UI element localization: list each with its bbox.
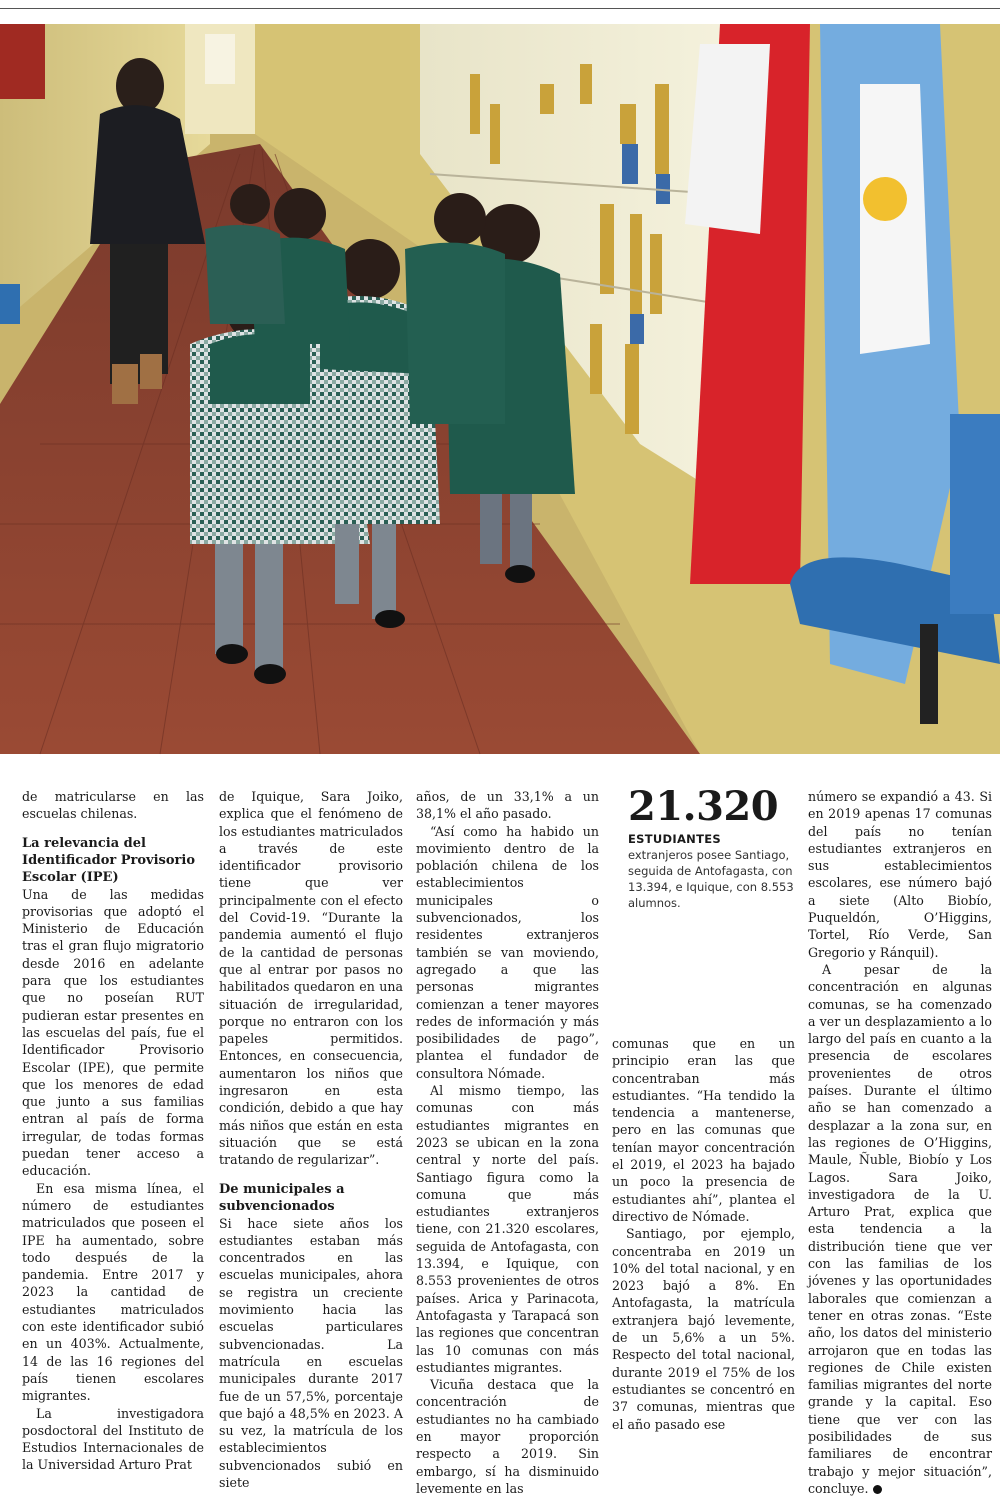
sun-of-may-icon — [863, 177, 907, 221]
stat-label: ESTUDIANTES — [628, 832, 721, 846]
paragraph: Vicuña destaca que la concentración de estudiantes no ha cambiado en mayor proporción respecto a 2019. Sin embargo, sí ha disminuido levemente en las — [416, 1377, 599, 1496]
paragraph: número se expandió a 43. Si en 2019 apenas 17 comunas del país no tenían estudiantes extranjeros en sus establecimientos escolares, ese número bajó a siete (Alto Biobío, Puqueldón, O’Higgins, Tortel, Río Verde, San Gregorio y Ránquil). — [808, 789, 992, 960]
article-column-3 — [416, 788, 599, 1497]
fire-extinguisher-box — [0, 24, 45, 99]
paragraph: de Iquique, Sara Joiko, explica que el fenómeno de los estudiantes matriculados a través de este identificador provisorio tiene que ver principalmente con el efecto del Covid-19. “Durante la pandemia aumentó el flujo de la cantidad de personas que al entrar por pasos no habilitados quedaron en una situación de irregularidad, porque no entraron con los papeles permitidos. Entonces, en consecuencia, aumentaron los niños que ingresaron en esta condición, debido a que hay más niños que están en esta situación que se está tratando de regularizar”. — [219, 789, 403, 1168]
section-heading: La relevancia del Identificador Provisorio Escolar (IPE) — [22, 835, 195, 885]
paragraph: comunas que en un principio eran las que concentraban más estudiantes. “Ha tendido la tendencia a mantenerse, pero en las comunas que tenían mayor concentración el 2019, el 2023 ha bajado un poco la presencia de estudiantes ahí”, plantea el directivo de Nómade. — [612, 1036, 795, 1224]
stat-description: extranjeros posee Santiago, seguida de Antofagasta, con 13.394, e Iquique, con 8.553 alumnos. — [628, 848, 794, 910]
stat-number: 21.320 — [628, 783, 779, 830]
paragraph: Al mismo tiempo, las comunas con más estudiantes migrantes en 2023 se ubican en la zona central y norte del país. Santiago figura como la comuna que más estudiantes extranjeros tiene, con 21.320 escolares, seguida de Antofagasta, con 13.394, e Iquique, con 8.553 provenientes de otros países. Arica y Parinacota, Antofagasta y Tarapacá son las regiones que concentran las 10 comunas con más estudiantes migrantes. — [416, 1083, 599, 1375]
article-photo — [0, 24, 1000, 754]
article-column-1 — [22, 788, 204, 1474]
paragraph: Si hace siete años los estudiantes estaban más concentrados en las escuelas municipales, ahora se registra un creciente movimiento hacia las escuelas particulares subvencionadas. La matrícula en escuelas municipales durante 2017 fue de un 57,5%, porcentaje que bajó a 48,5% en 2023. A su vez, la matrícula de los establecimientos subvencionados subió en siete — [219, 1215, 403, 1490]
paragraph: “Así como ha habido un movimiento dentro de la población chilena de los establecimientos municipales o subvencionados, los residentes extranjeros también se van moviendo, agregado a que las personas migrantes comienzan a tener mayores redes de información y más posibilidades de pago”, plantea el fundador de consultora Nómade. — [416, 823, 599, 1081]
article-column-5 — [808, 788, 992, 1497]
paragraph: La investigadora posdoctoral del Instituto de Estudios Internacionales de la Universidad Arturo Prat — [22, 1405, 204, 1473]
paragraph: Santiago, por ejemplo, concentraba en 2019 un 10% del total nacional, y en 2023 bajó a 8%. En Antofagasta, la matrícula extranjera bajó levemente, de un 5,6% a un 5%. Respecto del total nacional, durante 2019 el 75% de los estudiantes se concentró en 37 comunas, mientras que el año pasado ese — [612, 1226, 795, 1432]
end-mark-icon — [873, 1485, 882, 1494]
section-heading: De municipales a subvencionados — [219, 1181, 345, 1214]
article-column-2 — [219, 788, 403, 1491]
paragraph — [808, 961, 992, 1497]
stat-callout — [628, 784, 796, 911]
paragraph: En esa misma línea, el número de estudiantes matriculados que poseen el IPE ha aumentado, sobre todo después de la pandemia. Entre 2017 y 2023 la cantidad de estudiantes matriculados con este identificador subió en un 403%. Actualmente, 14 de las 16 regiones del país tienen escolares migrantes. — [22, 1180, 204, 1404]
paragraph: de matricularse en las escuelas chilenas. — [22, 789, 204, 822]
article-column-4 — [612, 1035, 795, 1433]
top-rule — [0, 8, 1000, 9]
paragraph-text: A pesar de la concentración en algunas comunas, se ha comenzado a ver un desplazamiento a lo largo del país en cuanto a la presencia de escolares provenientes de otros países. Durante el último año se han comenzado a desplazar a la zona sur, en las regiones de O’Higgins, Maule, Ñuble, Biobío y Los Lagos. Sara Joiko, investigadora de la U. Arturo Prat, explica que esta tendencia a la distribución tiene que ver con las familias de los jóvenes y las oportunidades laborales que comienzan a tener en otras zonas. “Este año, los datos del ministerio arrojaron que en todas las regiones de Chile existen familias migrantes del norte grande y la capital. Eso tiene que ver con las posibilidades de sus familiares de encontrar trabajo y mejor situación”, concluye. — [808, 961, 992, 1496]
paragraph: años, de un 33,1% a un 38,1% el año pasado. — [416, 789, 599, 822]
paragraph: Una de las medidas provisorias que adoptó el Ministerio de Educación tras el gran flujo migratorio desde 2016 en adelante para que los estudiantes que no poseían RUT pudieran estar presentes en las escuelas del país, fue el Identificador Provisorio Escolar (IPE), que permite que los menores de edad que junto a sus familias entran al país de forma irregular, de todas formas puedan tener acceso a educación. — [22, 886, 204, 1179]
